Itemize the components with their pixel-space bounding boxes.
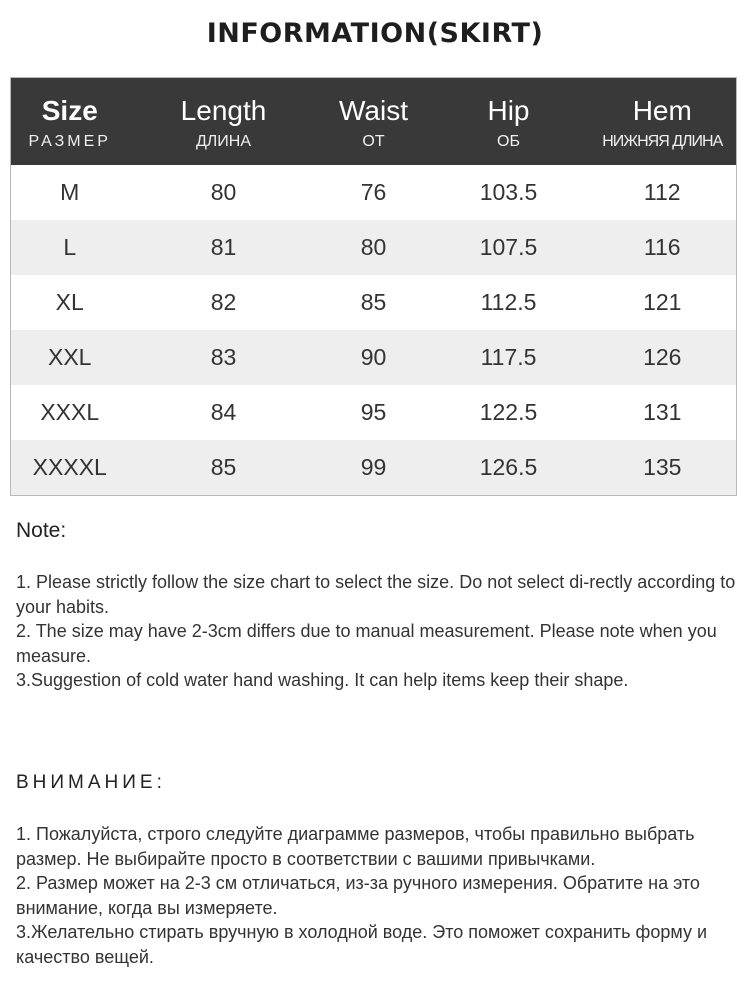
header-waist-en: Waist: [339, 95, 408, 126]
header-hem-en: Hem: [632, 95, 692, 126]
header-hip-ru: ОБ: [497, 133, 520, 150]
header-size-ru: РАЗМЕР: [28, 133, 111, 150]
header-size: [11, 78, 129, 166]
cell-size: XL: [55, 289, 84, 315]
cell-hip: 107.5: [429, 220, 589, 275]
table-row: [11, 165, 737, 220]
cell-size: M: [60, 179, 80, 205]
cell-hem: 126: [589, 330, 737, 385]
table-row: [11, 275, 737, 330]
cell-hip: 122.5: [479, 399, 538, 425]
table-row: [11, 220, 737, 275]
cell-waist: 90: [319, 330, 429, 385]
cell-waist: 76: [360, 179, 387, 205]
cell-waist: 85: [360, 289, 387, 315]
header-hip-en: Hip: [487, 95, 530, 126]
header-hem-ru: НИЖНЯЯ ДЛИНА: [602, 133, 723, 150]
cell-size: XXXL: [40, 399, 100, 425]
note-item: 2. The size may have 2-3cm differs due to manual measurement. Please note when you measure.: [16, 621, 717, 666]
note-item: 1. Please strictly follow the size chart to select the size. Do not select di-rectly according to your habits.: [16, 572, 736, 617]
table-header-row: [11, 78, 737, 166]
note-heading: Note:: [16, 519, 67, 542]
size-chart-table: [10, 77, 737, 496]
table-row: [11, 330, 737, 385]
cell-hem: 121: [643, 289, 682, 315]
cell-size: XXL: [11, 330, 129, 385]
cell-length: 85: [129, 440, 319, 496]
cell-hip: 103.5: [479, 179, 538, 205]
header-waist-ru: ОТ: [362, 133, 385, 150]
cell-length: 84: [210, 399, 237, 425]
note-ru-heading: ВНИМАНИЕ:: [16, 772, 166, 793]
cell-hip: 126.5: [429, 440, 589, 496]
note-ru-list: [16, 822, 738, 969]
cell-hem: 131: [643, 399, 682, 425]
table-row: [11, 385, 737, 440]
cell-hip: 112.5: [480, 289, 537, 315]
cell-waist: 99: [319, 440, 429, 496]
note-list: [16, 570, 738, 693]
cell-size: L: [11, 220, 129, 275]
cell-length: 80: [210, 179, 237, 205]
header-length-en: Length: [180, 95, 267, 126]
cell-waist: 95: [360, 399, 387, 425]
cell-hem: 116: [589, 220, 737, 275]
note-ru-item: 1. Пожалуйста, строго следуйте диаграмме размеров, чтобы правильно выбрать размер. Не выбирайте просто в соответствии с вашими привычками.: [16, 824, 695, 869]
cell-length: 81: [129, 220, 319, 275]
header-hip: [429, 78, 589, 166]
header-length: [129, 78, 319, 166]
cell-length: 83: [129, 330, 319, 385]
cell-hip: 117.5: [429, 330, 589, 385]
cell-hem: 112: [643, 179, 681, 205]
cell-waist: 80: [319, 220, 429, 275]
cell-length: 82: [210, 289, 237, 315]
header-hem: [589, 78, 737, 166]
header-size-en: Size: [41, 95, 98, 126]
note-ru-item: 3.Желательно стирать вручную в холодной воде. Это поможет сохранить форму и качество вещей.: [16, 922, 708, 967]
header-length-ru: ДЛИНА: [195, 133, 252, 150]
cell-size: XXXXL: [11, 440, 129, 496]
note-item: 3.Suggestion of cold water hand washing. It can help items keep their shape.: [16, 670, 629, 690]
cell-hem: 135: [589, 440, 737, 496]
note-ru-item: 2. Размер может на 2-3 см отличаться, из-за ручного измерения. Обратите на это внимание, когда вы измеряете.: [16, 873, 700, 918]
header-waist: [319, 78, 429, 166]
table-row: [11, 440, 737, 496]
page-title: INFORMATION(SKIRT): [206, 18, 544, 49]
